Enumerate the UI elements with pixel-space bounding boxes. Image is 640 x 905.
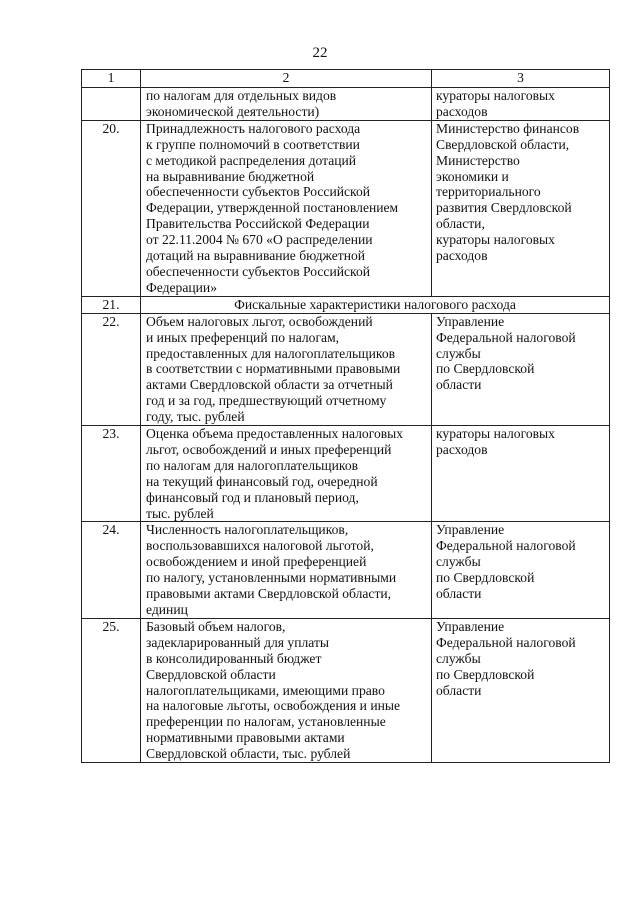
cell-text-line: по Свердловской: [436, 666, 535, 682]
cell-text-line: Управление: [436, 313, 505, 329]
cell-text-line: актами Свердловской области за отчетный: [146, 377, 393, 393]
cell-text-line: воспользовавшихся налоговой льготой,: [146, 538, 374, 554]
cell-text-line: к группе полномочий в соответствии: [146, 136, 360, 152]
column-header-responsible: 3: [432, 70, 610, 88]
cell-text-line: расходов: [436, 103, 488, 119]
cell-text-line: расходов: [436, 248, 488, 264]
cell-text-line: Правительства Российской Федерации: [146, 216, 370, 232]
cell-text-line: кураторы налоговых: [436, 426, 555, 442]
cell-text-line: предоставленных для налогоплательщиков: [146, 345, 396, 361]
cell-text-line: кураторы налоговых: [436, 232, 555, 248]
cell-text-line: на текущий финансовый год, очередной: [146, 473, 378, 489]
cell-text-line: Базовый объем налогов,: [146, 618, 286, 634]
indicators-table: [81, 69, 610, 763]
cell-text-line: службы: [436, 650, 481, 666]
cell-text-line: год и за год, предшествующий отчетному: [146, 393, 387, 409]
cell-text-line: тыс. рублей: [146, 505, 214, 521]
cell-text-line: Федерации»: [146, 279, 217, 295]
row-responsible: [432, 88, 610, 121]
cell-text-line: на выравнивание бюджетной: [146, 168, 315, 184]
cell-text-line: Оценка объема предоставленных налоговых: [146, 426, 404, 442]
cell-text-line: экономики и: [436, 168, 509, 184]
table-header-row: [82, 70, 610, 88]
cell-text-line: по налогам для налогоплательщиков: [146, 457, 359, 473]
cell-text-line: области: [436, 586, 482, 602]
cell-text-line: Свердловской области, тыс. рублей: [146, 746, 351, 762]
cell-text-line: по Свердловской: [436, 361, 535, 377]
row-description: [141, 120, 432, 296]
cell-text-line: службы: [436, 345, 481, 361]
row-responsible: [432, 618, 610, 762]
cell-text-line: Министерство: [436, 152, 520, 168]
cell-text-line: налогоплательщиками, имеющими право: [146, 682, 385, 698]
cell-text-line: освобождением и иной преференцией: [146, 554, 367, 570]
cell-text-line: Свердловской области,: [436, 136, 570, 152]
cell-text-line: от 22.11.2004 № 670 «О распределении: [146, 232, 373, 248]
cell-text-line: Федеральной налоговой: [436, 634, 576, 650]
row-description: [141, 522, 432, 618]
cell-text-line: обеспеченности субъектов Российской: [146, 184, 371, 200]
cell-text-line: по налогу, установленными нормативными: [146, 570, 397, 586]
continuation-row: [82, 88, 610, 121]
cell-text-line: Федеральной налоговой: [436, 538, 576, 554]
row-number: 23.: [82, 426, 141, 522]
column-header-description: 2: [141, 70, 432, 88]
cell-text-line: единиц: [146, 602, 188, 617]
row-number: 20.: [82, 120, 141, 296]
cell-text-line: правовыми актами Свердловской области,: [146, 586, 392, 602]
cell-text-line: экономической деятельности): [146, 103, 320, 119]
cell-text-line: Численность налогоплательщиков,: [146, 522, 349, 538]
cell-text-line: Свердловской области: [146, 666, 276, 682]
cell-text-line: Федерации, утвержденной постановлением: [146, 200, 399, 216]
cell-text-line: дотаций на выравнивание бюджетной: [146, 248, 366, 264]
cell-text-line: Управление: [436, 618, 505, 634]
section-row: [82, 296, 610, 313]
section-title: Фискальные характеристики налогового расхода: [141, 296, 610, 313]
row-number: 22.: [82, 313, 141, 425]
table-row: [82, 313, 610, 425]
cell-text-line: Управление: [436, 522, 505, 538]
cell-text-line: в консолидированный бюджет: [146, 650, 322, 666]
row-number: [82, 88, 141, 121]
row-description: [141, 426, 432, 522]
cell-text-line: Принадлежность налогового расхода: [146, 120, 361, 136]
table-row: [82, 522, 610, 618]
row-description: [141, 313, 432, 425]
cell-text-line: и иных преференций по налогам,: [146, 329, 340, 345]
cell-text-line: области: [436, 682, 482, 698]
cell-text-line: территориального: [436, 184, 541, 200]
row-description: [141, 88, 432, 121]
row-number: 21.: [82, 296, 141, 313]
row-number: 25.: [82, 618, 141, 762]
page-number: 22: [312, 45, 328, 61]
cell-text-line: расходов: [436, 441, 488, 457]
table-row: [82, 618, 610, 762]
cell-text-line: финансовый год и плановый период,: [146, 489, 359, 505]
cell-text-line: кураторы налоговых: [436, 88, 555, 103]
cell-text-line: развития Свердловской: [436, 200, 572, 216]
cell-text-line: службы: [436, 554, 481, 570]
cell-text-line: по Свердловской: [436, 570, 535, 586]
cell-text-line: Объем налоговых льгот, освобождений: [146, 313, 373, 329]
cell-text-line: области,: [436, 216, 485, 232]
row-description: [141, 618, 432, 762]
cell-text-line: льгот, освобождений и иных преференций: [146, 441, 392, 457]
cell-text-line: области: [436, 377, 482, 393]
row-responsible: [432, 313, 610, 425]
row-responsible: [432, 426, 610, 522]
table-row: [82, 120, 610, 296]
cell-text-line: преференции по налогам, установленные: [146, 714, 386, 730]
cell-text-line: Федеральной налоговой: [436, 329, 576, 345]
cell-text-line: на налоговые льготы, освобождения и иные: [146, 698, 401, 714]
cell-text-line: нормативными правовыми актами: [146, 730, 345, 746]
cell-text-line: в соответствии с нормативными правовыми: [146, 361, 401, 377]
row-responsible: [432, 120, 610, 296]
cell-text-line: с методикой распределения дотаций: [146, 152, 357, 168]
cell-text-line: задекларированный для уплаты: [146, 634, 330, 650]
cell-text-line: Министерство финансов: [436, 120, 580, 136]
row-number: 24.: [82, 522, 141, 618]
cell-text-line: году, тыс. рублей: [146, 409, 245, 425]
column-header-number: 1: [82, 70, 141, 88]
cell-text-line: обеспеченности субъектов Российской: [146, 263, 371, 279]
row-responsible: [432, 522, 610, 618]
cell-text-line: по налогам для отдельных видов: [146, 88, 337, 103]
table-row: [82, 426, 610, 522]
